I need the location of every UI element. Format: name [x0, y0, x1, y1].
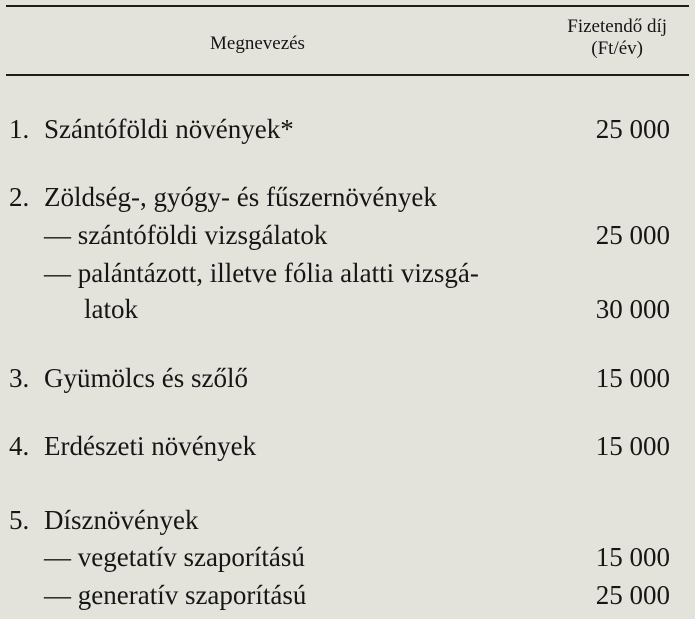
- row-label: — vegetatív szaporítású: [44, 542, 305, 572]
- table-row: [0, 289, 695, 329]
- row-number: 1.: [9, 114, 30, 144]
- row-value: 25 000: [595, 580, 670, 610]
- table-row: [0, 253, 695, 293]
- row-number: 2.: [9, 182, 30, 212]
- row-value: 25 000: [595, 114, 670, 144]
- table-row: [0, 109, 695, 149]
- row-number: 4.: [9, 431, 30, 461]
- fee-header-line1: Fizetendő díj: [567, 16, 667, 37]
- row-label: Zöldség-, gyógy- és fűszernövények: [44, 182, 437, 212]
- row-label: — palántázott, illetve fólia alatti vizsgá-: [44, 258, 479, 288]
- row-label: Gyümölcs és szőlő: [44, 363, 248, 393]
- row-label: latok: [84, 294, 138, 324]
- row-value: 15 000: [595, 431, 670, 461]
- table-row: [0, 177, 695, 217]
- table-row: [0, 575, 695, 615]
- table-row: [0, 537, 695, 577]
- column-header-fee: [567, 16, 667, 60]
- row-value: 25 000: [595, 220, 670, 250]
- table-row: [0, 426, 695, 466]
- top-rule: [6, 5, 689, 7]
- header-rule: [6, 74, 689, 76]
- row-label: Erdészeti növények: [44, 431, 257, 461]
- row-number: 5.: [9, 505, 30, 535]
- row-value: 15 000: [595, 542, 670, 572]
- row-label: — generatív szaporítású: [44, 580, 307, 610]
- table-row: [0, 215, 695, 255]
- row-number: 3.: [9, 363, 30, 393]
- row-label: Dísznövények: [44, 505, 199, 535]
- table-row: [0, 358, 695, 398]
- row-label: — szántóföldi vizsgálatok: [44, 220, 328, 250]
- row-value: 15 000: [595, 363, 670, 393]
- fee-header-line2: (Ft/év): [591, 38, 643, 59]
- row-label: Szántóföldi növények*: [44, 114, 294, 144]
- column-header-name: Megnevezés: [210, 33, 305, 54]
- row-value: 30 000: [595, 294, 670, 324]
- table-row: [0, 500, 695, 540]
